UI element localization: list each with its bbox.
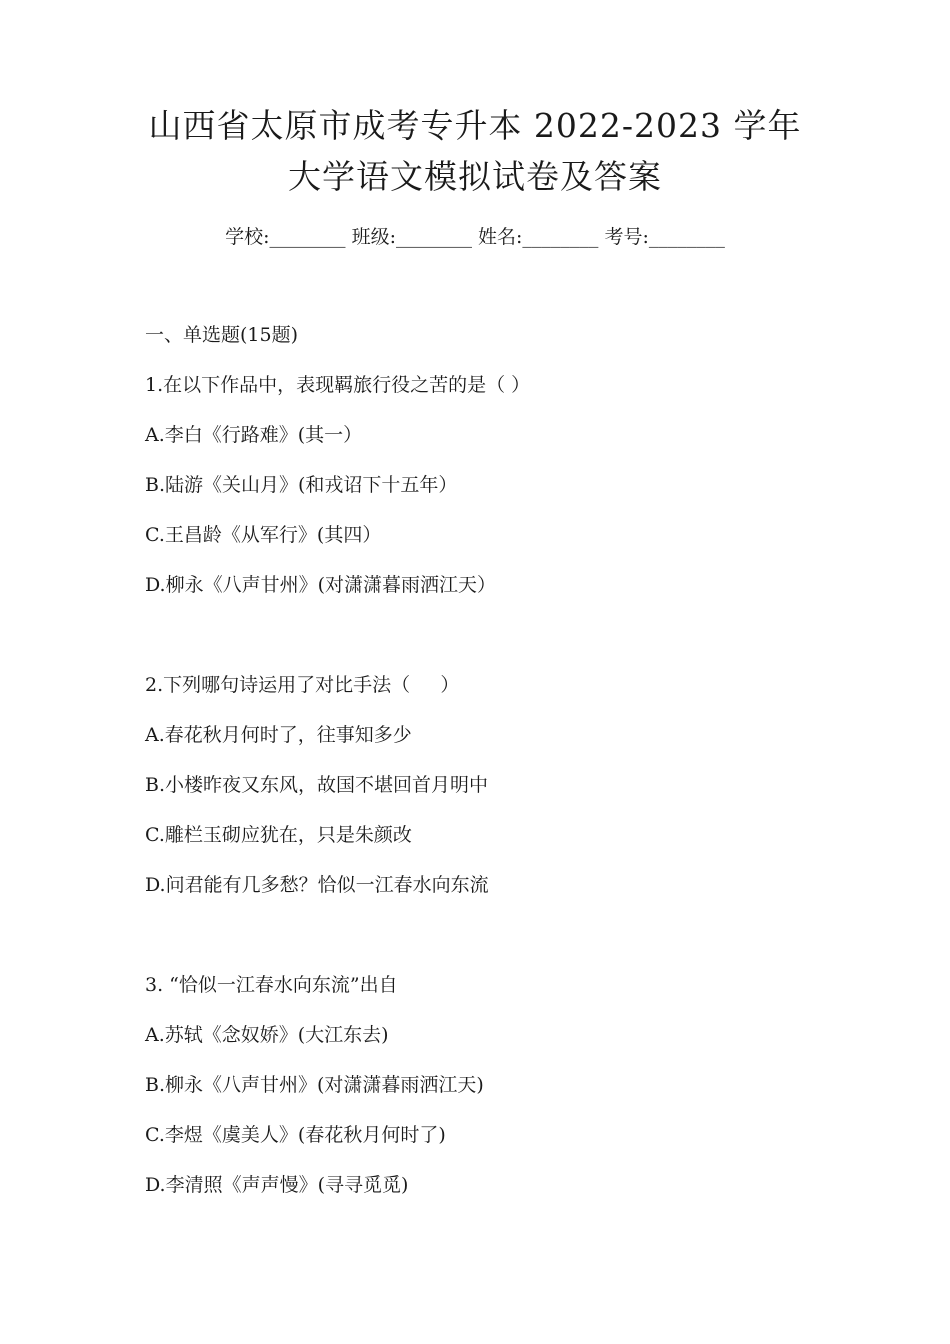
question-2-option-a: A.春花秋月何时了，往事知多少 xyxy=(145,724,412,746)
question-3-option-a: A.苏轼《念奴娇》(大江东去) xyxy=(145,1024,389,1046)
question-2-option-d: D.问君能有几多愁？恰似一江春水向东流 xyxy=(145,874,489,896)
question-3-option-c: C.李煜《虞美人》(春花秋月何时了) xyxy=(145,1124,446,1146)
question-2-stem: 2.下列哪句诗运用了对比手法（ ） xyxy=(145,674,460,696)
question-3-option-b: B.柳永《八声甘州》(对潇潇暮雨洒江天) xyxy=(145,1074,484,1096)
question-1-option-b: B.陆游《关山月》(和戎诏下十五年） xyxy=(145,474,458,496)
exam-content xyxy=(145,320,905,1220)
document-title-line-1: 山西省太原市成考专升本 2022-2023 学年 xyxy=(148,106,802,145)
document-title-line-2: 大学语文模拟试卷及答案 xyxy=(288,157,662,196)
question-1-option-a: A.李白《行路难》(其一） xyxy=(145,424,363,446)
section-heading: 一、单选题(15题) xyxy=(145,324,299,346)
question-3-stem: 3. “恰似一江春水向东流”出自 xyxy=(145,974,398,996)
student-info-line: 学校:________ 班级:________ 姓名:________ 考号:________ xyxy=(225,226,725,248)
question-3-option-d: D.李清照《声声慢》(寻寻觅觅) xyxy=(145,1174,409,1196)
question-1-stem: 1.在以下作品中，表现羁旅行役之苦的是（ ） xyxy=(145,374,531,396)
question-2-option-c: C.雕栏玉砌应犹在，只是朱颜改 xyxy=(145,824,412,846)
question-2-option-b: B.小楼昨夜又东风，故国不堪回首月明中 xyxy=(145,774,489,796)
question-1-option-c: C.王昌龄《从军行》(其四） xyxy=(145,524,382,546)
question-1-option-d: D.柳永《八声甘州》(对潇潇暮雨洒江天） xyxy=(145,574,497,596)
